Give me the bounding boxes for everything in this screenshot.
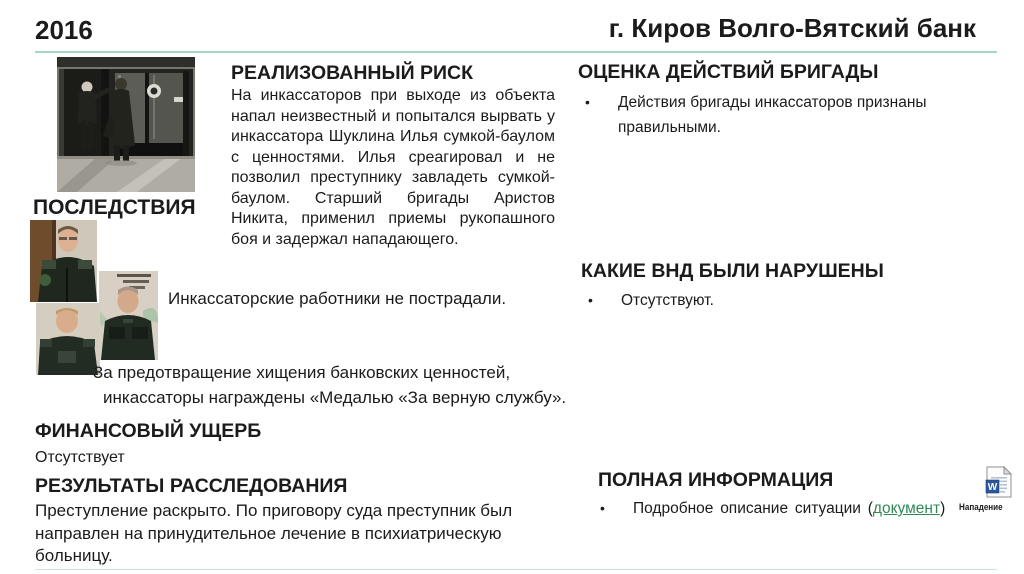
bullet-icon: •	[600, 500, 605, 516]
vnd-violations-bullet-text: Отсутствуют.	[621, 292, 714, 309]
document-link[interactable]: документ	[872, 500, 941, 517]
guard-portrait-2-image	[99, 271, 158, 360]
full-info-bullet-text	[633, 496, 945, 521]
full-info-heading: ПОЛНАЯ ИНФОРМАЦИЯ	[598, 469, 834, 491]
guard-photo-2	[99, 271, 158, 360]
full-info-prefix: Подробное описание ситуации (	[633, 500, 873, 517]
header-divider	[35, 51, 997, 53]
bullet-icon: •	[588, 292, 593, 308]
investigation-heading: РЕЗУЛЬТАТЫ РАССЛЕДОВАНИЯ	[35, 475, 348, 497]
investigation-body: Преступление раскрыто. По приговору суда преступник был направлен на принудительное лечение в психиатрическую больницу.	[35, 501, 513, 565]
attachment-label[interactable]: Нападение	[959, 502, 1003, 513]
cctv-attack-image	[57, 57, 195, 192]
financial-damage-body: Отсутствует	[35, 449, 125, 466]
slide-year: 2016	[35, 15, 93, 45]
full-info-suffix: )	[940, 500, 946, 517]
word-document-icon[interactable]	[985, 466, 1013, 498]
guard-portrait-3-image	[36, 303, 100, 375]
cctv-attack-photo	[57, 57, 195, 192]
crew-assessment-bullet	[585, 90, 955, 140]
crew-assessment-heading: ОЦЕНКА ДЕЙСТВИЙ БРИГАДЫ	[578, 61, 879, 83]
no-injury-note: Инкассаторские работники не пострадали.	[168, 289, 507, 308]
award-text-line1: За предотвращение хищения банковских ценностей,	[93, 363, 511, 382]
word-letter: W	[987, 482, 998, 494]
award-text-line2: инкассаторы награждены «Медалью «За верную службу».	[103, 388, 567, 407]
crew-assessment-bullet-text: Действия бригады инкассаторов признаны правильными.	[618, 94, 927, 136]
guard-portrait-1-image	[30, 220, 97, 302]
guard-photo-3	[36, 303, 100, 375]
vnd-violations-bullet	[588, 288, 958, 313]
full-info-bullet	[600, 496, 980, 521]
footer-divider	[35, 569, 997, 570]
guard-photo-1	[30, 220, 97, 302]
attachment-object[interactable]	[985, 466, 1013, 498]
realized-risk-body: На инкассаторов при выходе из объекта напал неизвестный и попытался вырвать у инкассатора Шуклина Илья сумкой-баулом с ценностями. Илья среагировал и не позволил преступнику завладеть сумкой-баулом. Старший бригады Аристов Никита, применил приемы рукопашного боя и задержал нападающего.	[231, 87, 555, 248]
consequences-heading: ПОСЛЕДСТВИЯ	[33, 196, 196, 219]
bullet-icon: •	[585, 94, 590, 110]
realized-risk-heading: РЕАЛИЗОВАННЫЙ РИСК	[231, 62, 474, 84]
financial-damage-heading: ФИНАНСОВЫЙ УЩЕРБ	[35, 420, 262, 442]
vnd-violations-heading: КАКИЕ ВНД БЫЛИ НАРУШЕНЫ	[581, 260, 884, 282]
slide-title: г. Киров Волго-Вятский банк	[608, 13, 976, 43]
